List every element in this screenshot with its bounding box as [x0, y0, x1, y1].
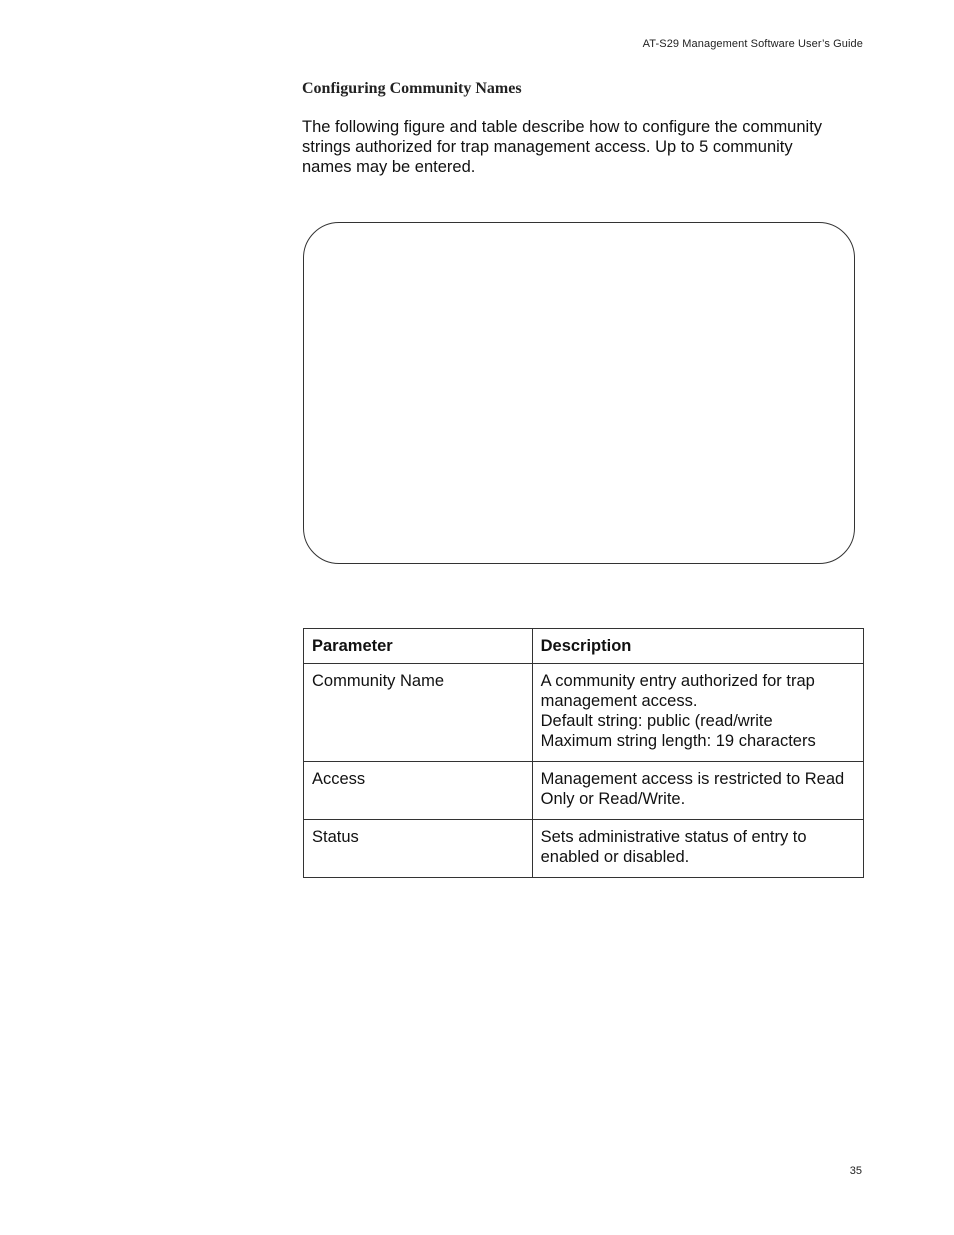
- parameter-cell: Access: [304, 762, 533, 820]
- running-header: AT-S29 Management Software User’s Guide: [642, 38, 863, 50]
- table-header-row: [304, 629, 864, 664]
- table-row: [304, 820, 864, 878]
- description-cell: [532, 664, 863, 762]
- description-line: Sets administrative status of entry to enabled or disabled.: [540, 828, 807, 866]
- description-cell: [532, 820, 863, 878]
- description-cell: [532, 762, 863, 820]
- table-row: [304, 664, 864, 762]
- section-heading: Configuring Community Names: [302, 80, 522, 97]
- column-header-parameter: Parameter: [304, 629, 533, 664]
- parameter-cell: Community Name: [304, 664, 533, 762]
- description-line: Management access is restricted to Read Only or Read/Write.: [540, 770, 845, 808]
- intro-paragraph: The following figure and table describe how to configure the community strings authorized for trap management access. Up to 5 community names may be entered.: [302, 118, 823, 176]
- page-number: 35: [849, 1165, 862, 1177]
- description-line: Maximum string length: 19 characters: [540, 732, 816, 750]
- description-line: Default string: public (read/write: [540, 712, 773, 730]
- parameter-table: [303, 628, 864, 878]
- description-line: A community entry authorized for trap management access.: [540, 672, 815, 710]
- column-header-description: Description: [532, 629, 863, 664]
- parameter-cell: Status: [304, 820, 533, 878]
- table-row: [304, 762, 864, 820]
- figure-placeholder-frame: [303, 222, 855, 564]
